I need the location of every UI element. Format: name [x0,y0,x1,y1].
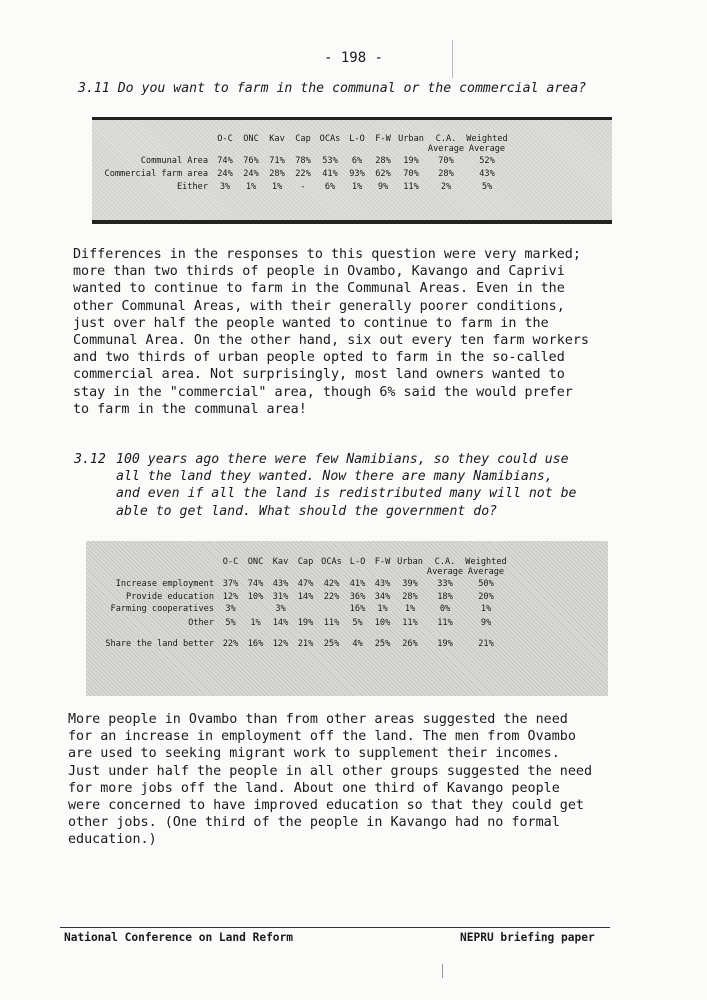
table-cell: 41% [322,168,338,179]
table-cell: 43% [374,579,391,589]
row-label: Communal Area [140,155,208,166]
row-label: Increase employment [115,579,214,589]
table-cell: 1% [404,604,416,614]
question-3-12-text [116,451,577,520]
table-header-row [100,134,508,144]
table-cell: 16% [247,639,264,649]
table-cell: 16% [349,604,366,614]
question-3-12-number: 3.12 [74,452,106,467]
table-cell: 39% [402,579,418,589]
col-header: L-O [349,557,366,567]
table-cell: 20% [478,592,494,602]
table-cell: 22% [222,639,239,649]
table-cell: 3% [219,181,231,192]
col-header: F-W [375,134,391,144]
table-row [94,631,507,657]
table-cell [243,603,268,615]
table-cell: 14% [297,592,314,602]
scan-mark [452,40,453,78]
text-line: and even if all the land is redistributed many will not be [116,486,577,502]
col-header: OCAs [321,557,342,567]
table-cell: 6% [324,181,336,192]
table-cell: 6% [351,155,363,166]
table-cell: 22% [323,592,340,602]
table-cell: 62% [375,168,391,179]
table-row [94,591,507,603]
text-line: Differences in the responses to this question were very marked; [73,247,581,262]
table-cell: 11% [403,181,419,192]
row-label: Other [188,618,214,628]
table-subheader-row [100,144,508,154]
col-subheader: Average [426,567,464,577]
col-header: ONC [247,557,264,567]
table-cell: 37% [222,579,239,589]
table-cell: 53% [322,155,338,166]
table-cell: 33% [437,579,453,589]
col-header: OCAs [319,134,341,144]
table-cell: 70% [438,155,454,166]
col-header: C.A. [434,557,456,567]
footer-rule [60,927,610,928]
footer-right: NEPRU briefing paper [460,931,595,944]
table-row [100,167,508,180]
table-cell: 19% [297,618,314,628]
table-cell: 19% [437,639,453,649]
page-number: - 198 - [323,50,383,66]
text-line: Just under half the people in all other groups suggested the need [68,763,593,779]
table-cell: 25% [374,639,391,649]
text-line: More people in Ovambo than from other areas suggested the need [68,712,568,727]
paragraph-3-12 [68,711,592,849]
row-label: Provide education [126,592,214,602]
row-label: Either [176,181,208,192]
table-cell: 52% [479,155,495,166]
text-line: to farm in the communal area! [73,401,307,417]
table-cell: 5% [481,181,493,192]
table-cell: 10% [374,618,391,628]
table-cell: 25% [323,639,340,649]
text-line: Communal Area. On the other hand, six out every ten farm workers [73,333,589,349]
col-header: Urban [397,557,423,567]
table-cell: 76% [243,155,259,166]
table-cell: 4% [352,639,363,649]
table-cell: 9% [480,618,492,628]
col-header: Urban [398,134,424,144]
col-header: C.A. [435,134,457,144]
table-cell: 3% [275,604,286,614]
text-line: and two thirds of urban people opted to farm in the so-called [73,350,565,366]
paragraph-3-11 [73,246,589,418]
table-cell: 24% [243,168,259,179]
table-cell: 12% [272,639,289,649]
text-line: are used to seeking migrant work to supplement their incomes. [68,746,560,762]
table-cell: 50% [478,579,494,589]
table-cell: 19% [403,155,419,166]
table-row [100,180,508,193]
table-cell: 1% [377,604,388,614]
table-cell: - [300,181,306,192]
table-cell: 36% [349,592,366,602]
table-row [94,577,507,591]
table-cell [293,603,318,615]
table-cell: 42% [323,579,340,589]
text-line: more than two thirds of people in Ovambo, Kavango and Caprivi [73,264,565,280]
table-cell: 5% [225,618,236,628]
table-3-11 [92,117,612,224]
table-cell: 1% [245,181,257,192]
table-cell: 1% [271,181,283,192]
table-cell: 1% [250,618,261,628]
question-3-11-title: 3.11 Do you want to farm in the communal or the commercial area? [78,81,587,96]
table-cell: 21% [297,639,314,649]
table-cell [318,603,345,615]
row-label: Commercial farm area [104,168,208,179]
table-cell: 10% [247,592,264,602]
table-cell: 11% [402,618,418,628]
table-cell: 28% [269,168,285,179]
scan-mark [442,964,443,978]
row-label: Share the land better [105,639,214,649]
table-cell: 41% [349,579,366,589]
footer-left: National Conference on Land Reform [64,931,294,944]
table-cell: 12% [222,592,239,602]
table-cell: 70% [403,168,419,179]
text-line: wanted to continue to farm in the Communal Areas. Even in the [73,281,565,297]
col-header: Weighted [465,557,507,567]
col-header: L-O [349,134,365,144]
row-label: Farming cooperatives [110,604,214,614]
table-row [94,615,507,631]
table-cell: 21% [478,639,494,649]
table-row [94,603,507,615]
text-line: other Communal Areas, with their generally poorer conditions, [73,298,565,314]
table-cell: 28% [438,168,454,179]
table-header-row [94,557,507,567]
table-cell: 0% [439,604,451,614]
table-cell: 5% [352,618,363,628]
table-cell: 3% [225,604,236,614]
text-line: just over half the people wanted to continue to farm in the [73,315,549,331]
table-cell: 34% [374,592,391,602]
col-header: Kav [272,557,289,567]
text-line: able to get land. What should the government do? [116,503,498,519]
table-cell: 11% [323,618,340,628]
col-header: Kav [269,134,285,144]
table-cell: 2% [440,181,452,192]
text-line: all the land they wanted. Now there are many Namibians, [116,469,553,485]
table-cell: 74% [217,155,233,166]
table-cell: 71% [269,155,285,166]
table-cell: 1% [480,604,492,614]
table-cell: 1% [351,181,363,192]
col-header: Cap [295,134,311,144]
table-cell: 22% [295,168,311,179]
table-subheader-row [94,567,507,577]
table-row [100,154,508,167]
table-cell: 14% [272,618,289,628]
table-cell: 28% [402,592,418,602]
text-line: education.) [68,832,157,848]
col-header: F-W [374,557,391,567]
table-cell: 78% [295,155,311,166]
text-line: other jobs. (One third of the people in Kavango had no formal [68,815,560,831]
table-cell: 43% [272,579,289,589]
col-subheader: Average [467,567,505,577]
col-subheader: Average [427,144,465,154]
col-header: ONC [243,134,259,144]
text-line: for an increase in employment off the land. The men from Ovambo [68,729,576,745]
table-cell: 24% [217,168,233,179]
table-cell: 9% [377,181,389,192]
table-cell: 74% [247,579,264,589]
table-cell: 43% [479,168,495,179]
text-line: commercial area. Not surprisingly, most land owners wanted to [73,367,565,383]
table-cell: 47% [297,579,314,589]
table-cell: 26% [402,639,418,649]
table-cell: 28% [375,155,391,166]
table-cell: 31% [272,592,289,602]
col-subheader: Average [468,144,506,154]
col-header: Cap [297,557,314,567]
col-header: O-C [217,134,233,144]
table-cell: 18% [437,592,453,602]
text-line: were concerned to have improved education so that they could get [68,798,584,814]
text-line: stay in the "commercial" area, though 6% said the would prefer [73,384,573,400]
col-header: Weighted [466,134,508,144]
table-3-12 [86,541,608,696]
table-cell: 11% [437,618,453,628]
col-header: O-C [222,557,239,567]
table-cell: 93% [349,168,365,179]
text-line: for more jobs off the land. About one third of Kavango people [68,780,560,796]
text-line: 100 years ago there were few Namibians, so they could use [116,452,569,467]
